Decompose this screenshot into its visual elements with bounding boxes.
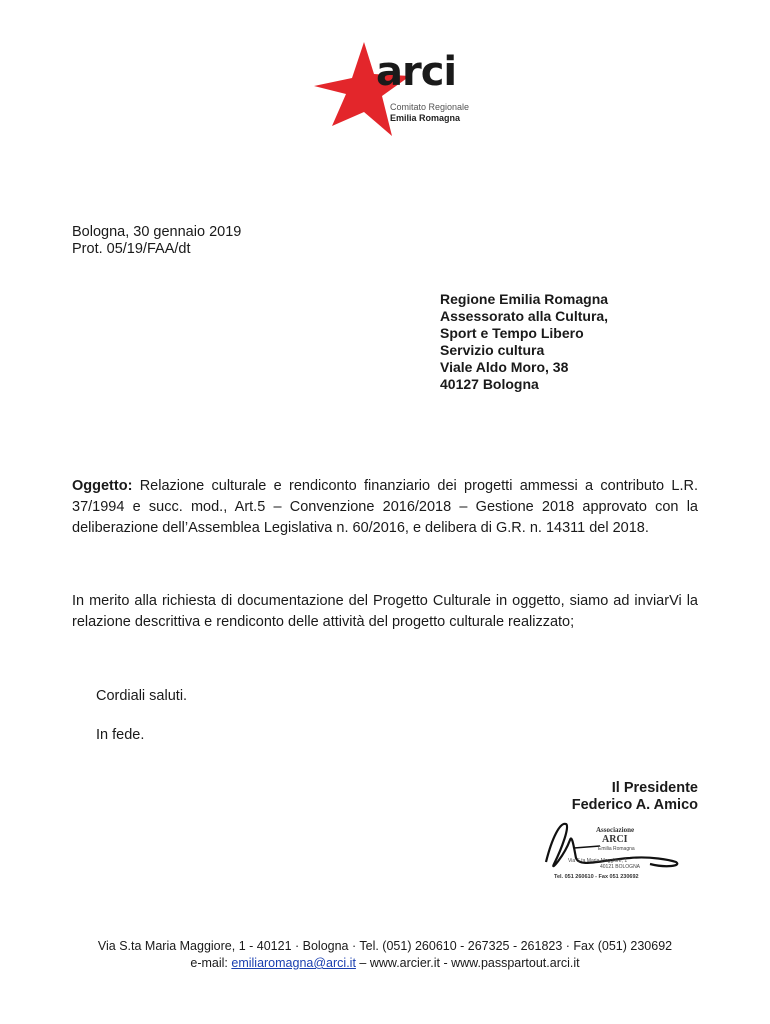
date-block — [72, 224, 241, 258]
subject-text: Relazione culturale e rendiconto finanziario dei progetti ammessi a contributo L.R. 37/1994 e succ. mod., Art.5 – Convenzione 2016/2018 – Gestione 2018 approvato con la deliberazione dell’Assemblea Legislativa n. 60/2016, e delibera di G.R. n. 14311 del 2018. — [72, 478, 698, 536]
protocol-number: Prot. 05/19/FAA/dt — [72, 241, 191, 257]
logo-wordmark: arci — [376, 49, 457, 95]
email-link[interactable]: emiliaromagna@arci.it — [231, 956, 356, 970]
footer-websites: – www.arcier.it - www.passpartout.arci.it — [355, 956, 580, 970]
svg-text:Emilia Romagna: Emilia Romagna — [598, 846, 635, 852]
svg-text:Associazione: Associazione — [596, 826, 635, 834]
subject-label: Oggetto: — [72, 478, 133, 494]
svg-text:40121 BOLOGNA: 40121 BOLOGNA — [600, 864, 641, 870]
svg-text:Via S.ta Maria Maggiore, 1: Via S.ta Maria Maggiore, 1 — [568, 858, 628, 864]
signature-block — [572, 780, 698, 814]
handwritten-signature-icon — [540, 818, 690, 882]
recipient-address — [440, 291, 608, 393]
recipient-line: Servizio cultura — [440, 342, 545, 358]
footer — [0, 938, 770, 972]
recipient-line: Sport e Tempo Libero — [440, 325, 584, 341]
logo-subtitle-committee: Comitato Regionale — [390, 102, 470, 112]
svg-text:ARCI: ARCI — [602, 834, 628, 845]
recipient-line: 40127 Bologna — [440, 376, 539, 392]
body-paragraph: In merito alla richiesta di documentazione del Progetto Culturale in oggetto, siamo ad inviarVi la relazione descrittiva e rendiconto delle attività del progetto culturale realizzato; — [72, 593, 698, 630]
recipient-line: Viale Aldo Moro, 38 — [440, 359, 569, 375]
recipient-line: Regione Emilia Romagna — [440, 291, 609, 307]
arci-logo — [312, 40, 470, 140]
greeting: Cordiali saluti. — [96, 688, 188, 704]
signatory-title: Il Presidente — [611, 780, 698, 796]
logo-subtitle-region: Emilia Romagna — [390, 113, 461, 123]
svg-text:Tel. 051 260610 - Fax 051 2306: Tel. 051 260610 - Fax 051 230692 — [554, 874, 639, 880]
place-date: Bologna, 30 gennaio 2019 — [72, 224, 242, 240]
footer-address: Via S.ta Maria Maggiore, 1 - 40121 · Bologna · Tel. (051) 260610 - 267325 - 261823 · Fax (051) 230692 — [97, 939, 673, 953]
signature-stamp — [540, 818, 690, 882]
footer-email-prefix: e-mail: — [190, 956, 232, 970]
footer-contacts — [0, 955, 770, 972]
signatory-name: Federico A. Amico — [571, 797, 698, 813]
recipient-line: Assessorato alla Cultura, — [440, 308, 609, 324]
in-fede: In fede. — [96, 727, 145, 743]
subject-paragraph — [72, 476, 698, 539]
